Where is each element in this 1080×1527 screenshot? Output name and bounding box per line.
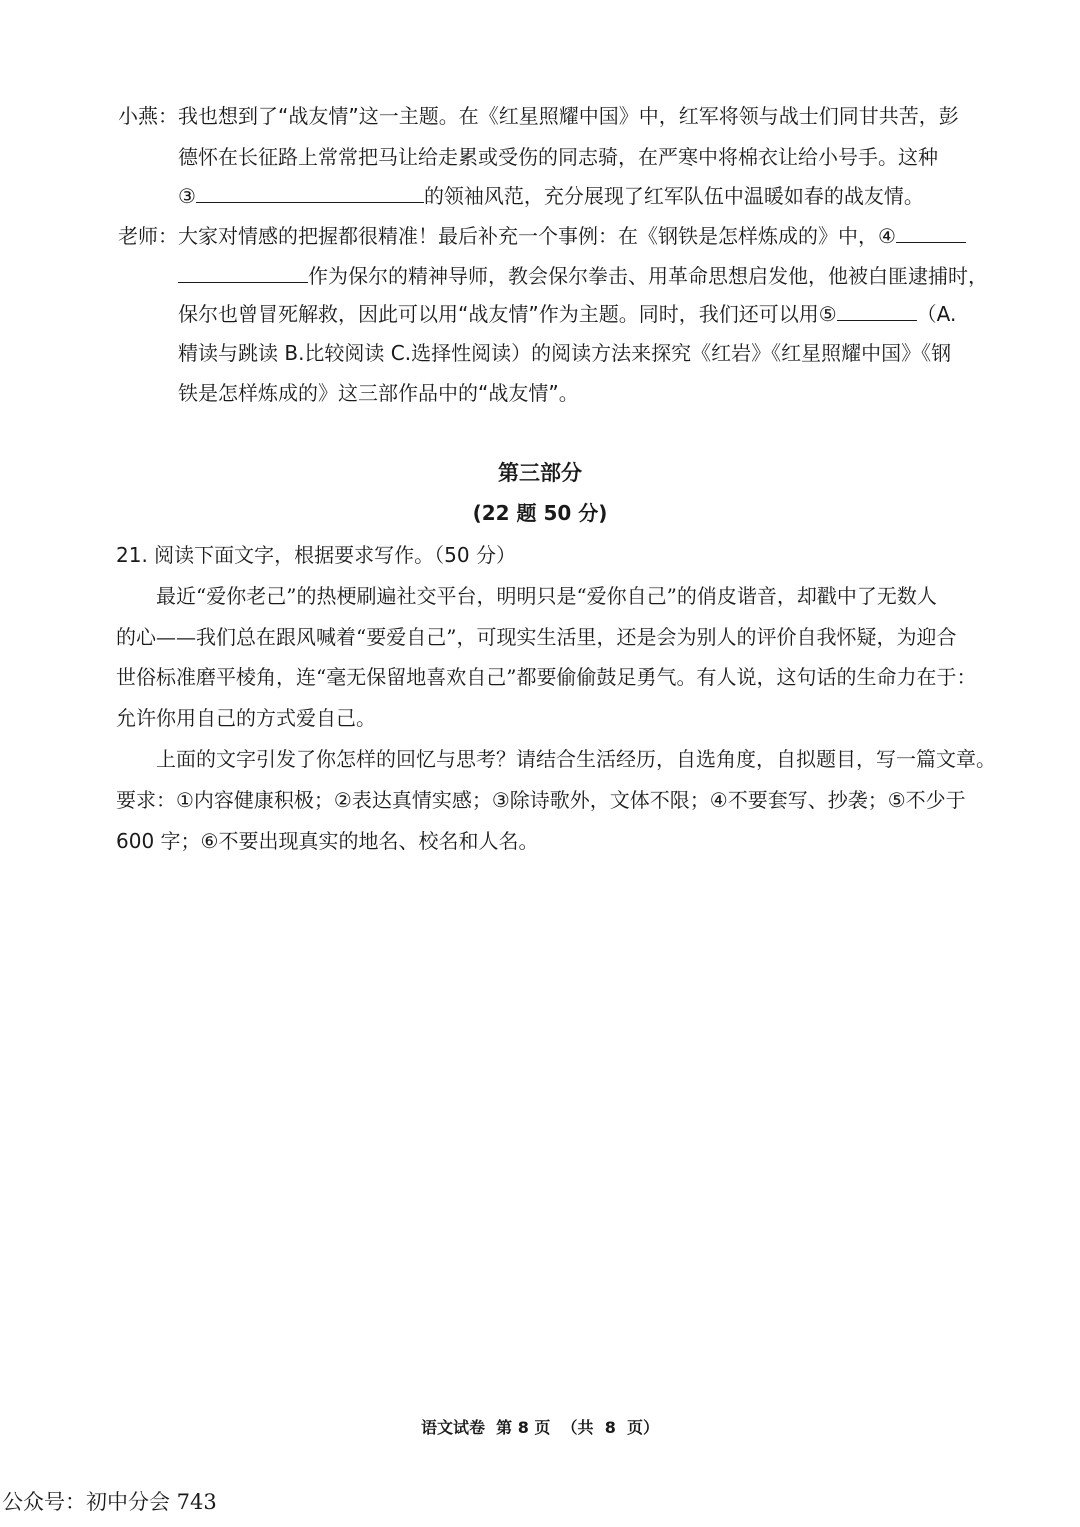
teacher-text-3b: （A. (916, 302, 957, 326)
answer-blank-4a[interactable] (896, 222, 966, 243)
watermark-text: 公众号：初中分会 743 (2, 1490, 217, 1514)
q21-passage-line-4: 允许你用自己的方式爱自己。 (116, 706, 376, 730)
q21-passage-line-3: 世俗标准磨平棱角，连“毫无保留地喜欢自己”都要偷偷鼓足勇气。有人说，这句话的生命力在于： (116, 665, 977, 689)
q21-passage-line-2: 的心——我们总在跟风喊着“要爱自己”，可现实生活里，还是会为别人的评价自我怀疑，为迎合 (116, 625, 957, 649)
part3-title: 第三部分 (498, 461, 582, 485)
q21-task-line-3: 600 字；⑥不要出现真实的地名、校名和人名。 (116, 829, 539, 853)
answer-blank-3[interactable] (196, 182, 424, 203)
q21-task-line-2: 要求：①内容健康积极；②表达真情实感；③除诗歌外，文体不限；④不要套写、抄袭；⑤不少于 (116, 788, 966, 812)
xiaoyan-line-1 (118, 103, 959, 129)
xiaoyan-line-2: 德怀在长征路上常常把马让给走累或受伤的同志骑，在严寒中将棉衣让给小号手。这种 (178, 145, 938, 169)
blank-3-marker: ③ (178, 184, 196, 208)
xiaoyan-text-1: 我也想到了“战友情”这一主题。在《红星照耀中国》中，红军将领与战士们同甘共苦，彭 (178, 104, 959, 128)
teacher-line-2 (178, 262, 988, 289)
teacher-text-3: 保尔也曾冒死解救，因此可以用“战友情”作为主题。同时，我们还可以用⑤ (178, 302, 837, 326)
teacher-line-1 (118, 222, 966, 249)
page-footer: 语文试卷 第 8 页 （共 8 页） (421, 1418, 659, 1437)
teacher-text-1: 大家对情感的把握都很精准！最后补充一个事例：在《钢铁是怎样炼成的》中，④ (178, 224, 896, 248)
teacher-line-5: 铁是怎样炼成的》这三部作品中的“战友情”。 (178, 381, 579, 405)
xiaoyan-text-3: 的领袖风范，充分展现了红军队伍中温暖如春的战友情。 (423, 184, 924, 208)
speaker-teacher: 老师： (118, 224, 178, 248)
speaker-xiaoyan: 小燕： (118, 104, 178, 128)
q21-passage-line-1: 最近“爱你老己”的热梗刷遍社交平台，明明只是“爱你自己”的俏皮谐音，却戳中了无数人 (156, 584, 937, 608)
teacher-text-2: 作为保尔的精神导师，教会保尔拳击、用革命思想启发他，他被白匪逮捕时， (308, 264, 988, 288)
q21-heading: 21. 阅读下面文字，根据要求写作。（50 分） (116, 543, 516, 567)
part3-subtitle: (22 题 50 分) (472, 501, 608, 525)
teacher-line-3 (178, 300, 956, 327)
answer-blank-4b[interactable] (178, 262, 308, 283)
xiaoyan-line-3 (178, 182, 924, 209)
teacher-line-4: 精读与跳读 B.比较阅读 C.选择性阅读）的阅读方法来探究《红岩》《红星照耀中国》《钢 (178, 341, 952, 365)
q21-task-line-1: 上面的文字引发了你怎样的回忆与思考？请结合生活经历，自选角度，自拟题目，写一篇文章。 (156, 747, 996, 771)
answer-blank-5[interactable] (837, 300, 917, 321)
